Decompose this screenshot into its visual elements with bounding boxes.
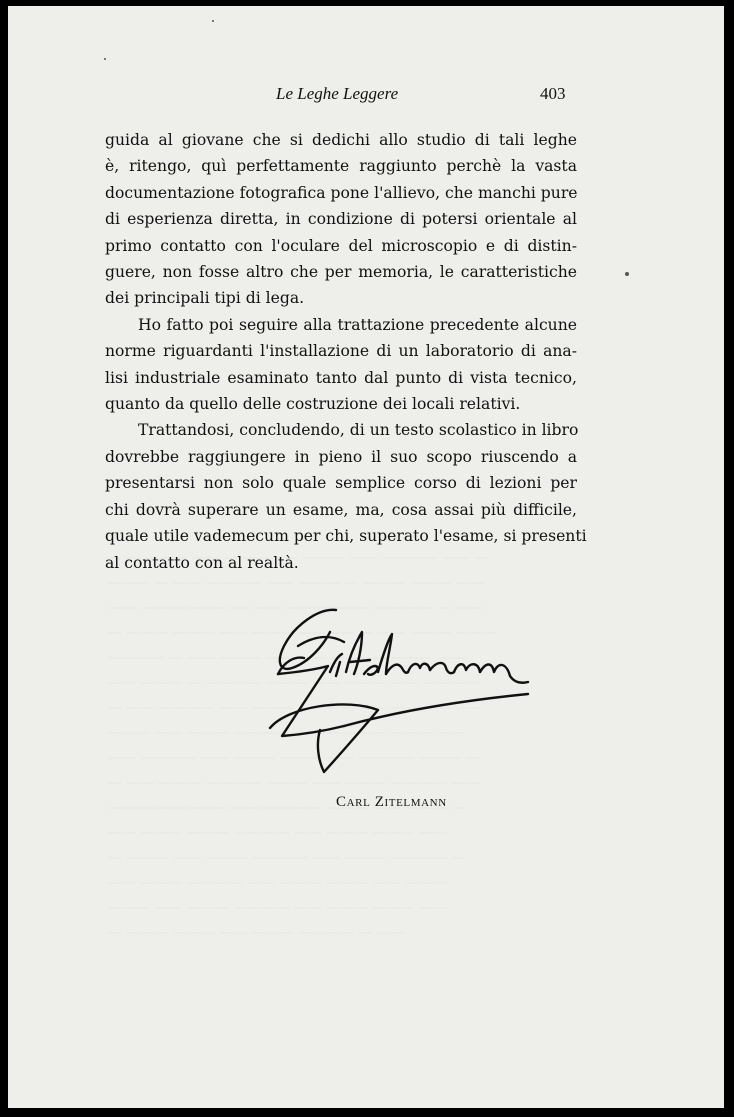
paragraph (105, 127, 577, 312)
paper-speck (625, 272, 629, 276)
text-line: guere, non fosse altro che per memoria, le caratteristiche (105, 263, 577, 282)
text-line: norme riguardanti l'installazione di un laboratorio di ana- (105, 342, 577, 361)
text-line: dovrebbe raggiungere in pieno il suo scopo riuscendo a (105, 447, 577, 466)
paragraph (105, 312, 577, 418)
text-line: documentazione fotografica pone l'allievo, che manchi pure (105, 183, 578, 202)
text-line: presentarsi non solo quale semplice corso di lezioni per (105, 474, 577, 493)
text-line: quanto da quello delle costruzione dei locali relativi. (105, 395, 521, 414)
text-line: dei principali tipi di lega. (105, 289, 305, 308)
paper-speck (212, 20, 214, 22)
text-line: Trattandosi, concludendo, di un testo scolastico in libro (138, 421, 579, 440)
paper-speck (104, 58, 106, 60)
text-line: primo contatto con l'oculare del microscopio e di distin- (105, 236, 577, 255)
text-line: lisi industriale esaminato tanto dal punto di vista tecnico, (105, 368, 577, 387)
handwritten-signature (258, 602, 548, 788)
page-number: 403 (540, 84, 566, 103)
text-line: chi dovrà superare un esame, ma, cosa assai più difficile, (105, 500, 577, 519)
text-line: di esperienza diretta, in condizione di potersi orientale al (105, 210, 577, 229)
body-text (105, 127, 587, 576)
text-line: Ho fatto poi seguire alla trattazione precedente alcune (138, 315, 577, 334)
book-page (8, 6, 724, 1108)
text-line: quale utile vademecum per chi, superato l'esame, si presenti (105, 527, 587, 546)
text-line: guida al giovane che si dedichi allo studio di tali leghe (105, 131, 577, 149)
text-line: è, ritengo, quì perfettamente raggiunto perchè la vasta (105, 157, 577, 176)
signer-name: Carl Zitelmann (336, 794, 447, 810)
paragraph (105, 417, 587, 575)
text-line: al contatto con al realtà. (105, 553, 299, 572)
running-header-title: Le Leghe Leggere (276, 84, 399, 103)
